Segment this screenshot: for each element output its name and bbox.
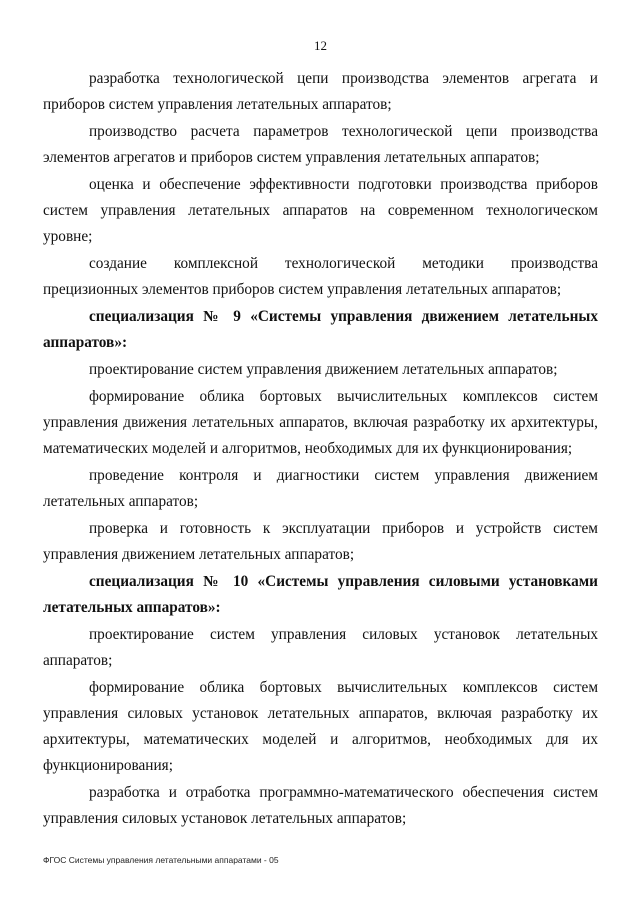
page-number: 12 — [314, 38, 327, 53]
list-paragraph: оценка и обеспечение эффективности подготовки производства приборов систем управления летательных аппаратов на современном технологическом уровне; — [43, 176, 598, 245]
specialization-heading: специализация № 9 «Системы управления движением летательных аппаратов»: — [43, 308, 598, 351]
list-paragraph: проектирование систем управления силовых установок летательных аппаратов; — [43, 626, 598, 669]
list-paragraph: проектирование систем управления движением летательных аппаратов; — [89, 361, 558, 378]
list-paragraph: разработка и отработка программно-математического обеспечения систем управления силовых установок летательных аппаратов; — [43, 784, 598, 827]
body-text — [43, 66, 598, 832]
list-paragraph: формирование облика бортовых вычислительных комплексов систем управления силовых установок летательных аппаратов, включая разработку их архитектуры, математических моделей и алгоритмов, необходимых для их функционирования; — [43, 679, 598, 774]
list-paragraph: разработка технологической цепи производства элементов агрегата и приборов систем управления летательных аппаратов; — [43, 70, 598, 113]
list-paragraph: производство расчета параметров технологической цепи производства элементов агрегатов и приборов систем управления летательных аппаратов; — [43, 123, 598, 166]
list-paragraph: формирование облика бортовых вычислительных комплексов систем управления движения летательных аппаратов, включая разработку их архитектуры, математических моделей и алгоритмов, необходимых для их функционирования; — [43, 388, 598, 457]
list-paragraph: проведение контроля и диагностики систем управления движением летательных аппаратов; — [43, 467, 598, 510]
list-paragraph: создание комплексной технологической методики производства прецизионных элементов приборов систем управления летательных аппаратов; — [43, 255, 598, 298]
list-paragraph: проверка и готовность к эксплуатации приборов и устройств систем управления движением летательных аппаратов; — [43, 520, 598, 563]
specialization-heading: специализация № 10 «Системы управления силовыми установками летательных аппаратов»: — [43, 573, 598, 616]
page-footer: ФГОС Системы управления летательными аппаратами - 05 — [43, 855, 279, 865]
